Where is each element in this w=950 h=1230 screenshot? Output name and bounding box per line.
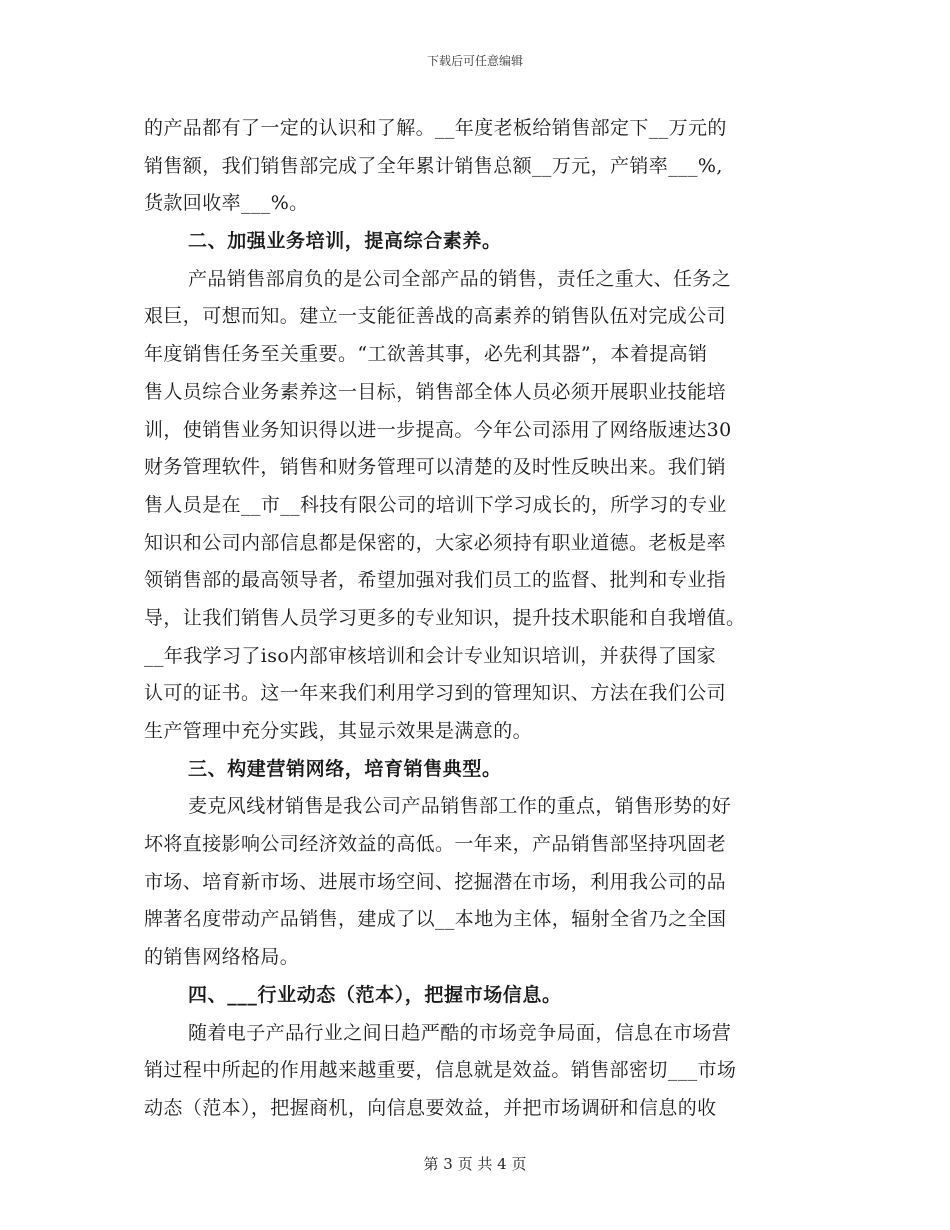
text-line: 的销售网络格局。 (144, 946, 300, 969)
section-heading: 四、___行业动态（范本），把握市场信息。 (188, 983, 562, 1006)
text-line: 生产管理中充分实践，其显示效果是满意的。 (144, 720, 533, 742)
text-line: 麦克风线材销售是我公司产品销售部工作的重点，销售形势的好 (188, 795, 732, 818)
text-line: 货款回收率___%。 (144, 192, 309, 215)
text-line: 年度销售任务至关重要。“工欲善其事，必先利其器”，本着提高销 (144, 343, 708, 366)
text-line: 导，让我们销售人员学习更多的专业知识，提升技术职能和自我增值。 (144, 606, 746, 629)
text-line: 认可的证书。这一年来我们利用学习到的管理知识、方法在我们公司 (144, 682, 727, 705)
text-line: 随着电子产品行业之间日趋严酷的市场竞争局面，信息在市场营 (188, 1021, 732, 1044)
text-line: 领销售部的最高领导者，希望加强对我们员工的监督、批判和专业指 (144, 569, 727, 592)
section-heading: 三、构建营销网络，培育销售典型。 (188, 757, 502, 780)
text-line: 销售额，我们销售部完成了全年累计销售总额__万元，产销率___%, (144, 154, 723, 177)
page-footer: 第 3 页 共 4 页 (423, 1155, 527, 1173)
document-body (144, 110, 809, 1128)
text-line: 销过程中所起的作用越来越重要，信息就是效益。销售部密切___市场 (144, 1059, 737, 1082)
text-line: 知识和公司内部信息都是保密的，大家必须持有职业道德。老板是率 (144, 531, 727, 554)
section-heading: 二、加强业务培训，提高综合素养。 (188, 230, 502, 253)
text-line: 售人员综合业务素养这一目标，销售部全体人员必须开展职业技能培 (144, 380, 727, 403)
text-line: 产品销售部肩负的是公司全部产品的销售，责任之重大、任务之 (188, 267, 732, 290)
text-line: 动态（范本），把握商机，向信息要效益，并把市场调研和信息的收 (144, 1096, 717, 1119)
text-line: 牌著名度带动产品销售，建成了以__本地为主体，辐射全省乃之全国 (144, 908, 727, 931)
text-line: 艰巨，可想而知。建立一支能征善战的高素养的销售队伍对完成公司 (144, 305, 727, 328)
text-line: __年我学习了iso内部审核培训和会计专业知识培训，并获得了国家 (144, 644, 717, 667)
text-line: 的产品都有了一定的认识和了解。__年度老板给销售部定下__万元的 (144, 117, 727, 139)
text-line: 财务管理软件，销售和财务管理可以清楚的及时性反映出来。我们销 (144, 456, 727, 479)
text-line: 坏将直接影响公司经济效益的高低。一年来，产品销售部坚持巩固老 (144, 833, 727, 856)
text-line: 训，使销售业务知识得以进一步提高。今年公司添用了网络版速达30 (144, 418, 732, 441)
text-line: 市场、培育新市场、进展市场空间、挖掘潜在市场，利用我公司的品 (144, 870, 727, 893)
page-header: 下载后可任意编辑 (426, 54, 523, 68)
text-line: 售人员是在__市__科技有限公司的培训下学习成长的，所学习的专业 (144, 493, 727, 516)
